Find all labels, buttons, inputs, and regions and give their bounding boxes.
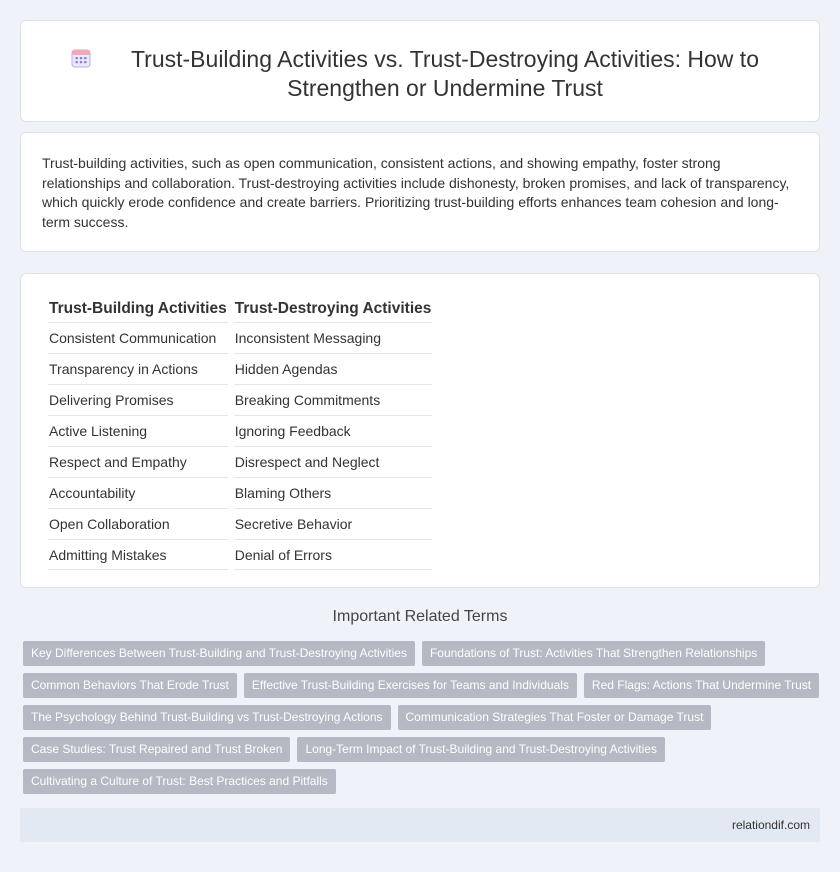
related-terms-list [23,641,823,794]
column-header-building: Trust-Building Activities [49,300,227,317]
related-term-tag[interactable]: Cultivating a Culture of Trust: Best Practices and Pitfalls [23,769,336,794]
table-row [48,415,432,446]
table-cell: Active Listening [48,415,228,446]
table-cell: Inconsistent Messaging [234,322,433,353]
table-row [48,539,432,570]
footer [20,808,820,842]
table-cell: Open Collaboration [48,508,228,539]
related-term-tag[interactable]: Communication Strategies That Foster or Damage Trust [398,705,712,730]
table-cell: Disrespect and Neglect [234,446,433,477]
table-cell: Ignoring Feedback [234,415,433,446]
comparison-card [20,273,820,588]
comparison-table [42,294,438,570]
table-cell: Accountability [48,477,228,508]
table-row [48,446,432,477]
footer-site-name[interactable]: relationdif.com [731,818,810,832]
related-term-tag[interactable]: Red Flags: Actions That Undermine Trust [584,673,819,698]
page-title: Trust-Building Activities vs. Trust-Destroying Activities: How to Strengthen or Undermine Trust [130,46,759,101]
intro-card [20,132,820,252]
table-row [48,384,432,415]
table-cell: Breaking Commitments [234,384,433,415]
table-row [48,353,432,384]
table-header-row [48,294,432,322]
table-cell: Blaming Others [234,477,433,508]
related-term-tag[interactable]: Effective Trust-Building Exercises for Teams and Individuals [244,673,577,698]
related-term-tag[interactable]: Case Studies: Trust Repaired and Trust Broken [23,737,290,762]
header-card [20,20,820,122]
table-cell: Admitting Mistakes [48,539,228,570]
table-cell: Transparency in Actions [48,353,228,384]
table-row [48,508,432,539]
table-row [48,477,432,508]
related-term-tag[interactable]: The Psychology Behind Trust-Building vs Trust-Destroying Actions [23,705,391,730]
related-term-tag[interactable]: Key Differences Between Trust-Building and Trust-Destroying Activities [23,641,415,666]
intro-paragraph: Trust-building activities, such as open communication, consistent actions, and showing empathy, foster strong relationships and collaboration. Trust-destroying activities include dishonesty, broken promises, and lack of transparency, which quickly erode confidence and create barriers. Prioritizing trust-building efforts enhances team cohesion and long-term success. [42,155,790,231]
related-terms-heading: Important Related Terms [332,608,508,625]
table-cell: Denial of Errors [234,539,433,570]
column-header-destroying: Trust-Destroying Activities [234,300,432,317]
table-cell: Respect and Empathy [48,446,228,477]
table-cell: Hidden Agendas [234,353,433,384]
related-term-tag[interactable]: Foundations of Trust: Activities That Strengthen Relationships [422,641,765,666]
related-term-tag[interactable]: Long-Term Impact of Trust-Building and Trust-Destroying Activities [297,737,664,762]
table-cell: Delivering Promises [48,384,228,415]
table-cell: Secretive Behavior [234,508,433,539]
related-term-tag[interactable]: Common Behaviors That Erode Trust [23,673,237,698]
table-cell: Consistent Communication [48,322,228,353]
table-row [48,322,432,353]
